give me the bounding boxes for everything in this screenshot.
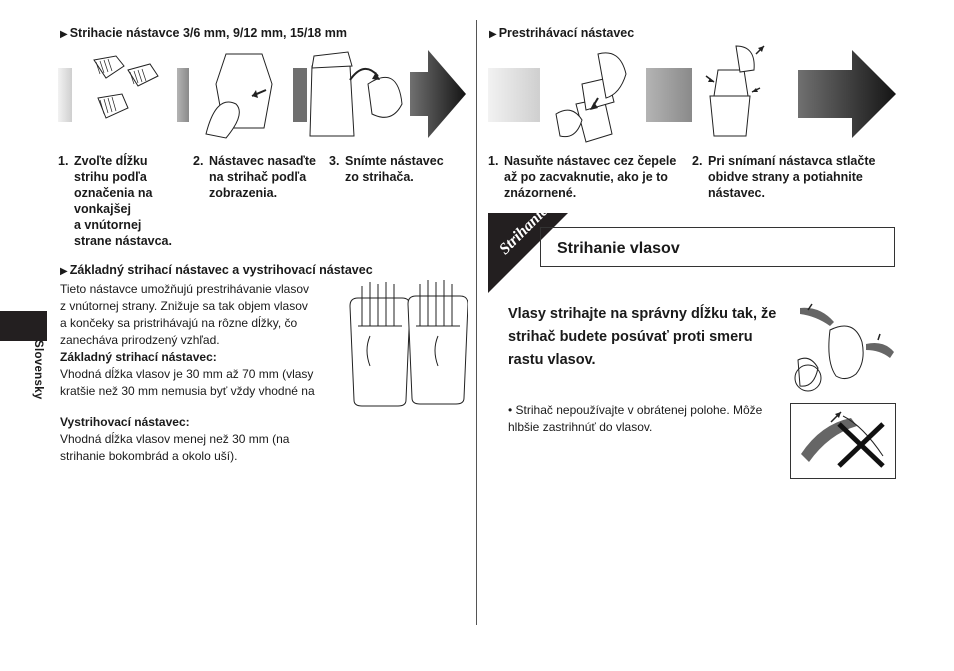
step-gradient-bar [177, 68, 189, 122]
attachments-description: Tieto nástavce umožňujú prestrihávanie vlasov z vnútornej strany. Znižuje sa tak objem vlasov a končeky sa pristrihávajú na rôzne dĺžky, čo zanecháva prirodzený vzhľad. Základný strihací nástavec: Vhodná dĺžka vlasov je 30 mm až 70 mm (vlasy kratšie než 30 mm nemusia byť vždy vhodné na [60, 281, 340, 400]
play-triangle-icon: ▶ [489, 29, 497, 40]
wrong-direction-illustration [790, 403, 896, 479]
basic-thinning-heading: ▶ Základný strihací nástavec a vystrihovací nástavec [60, 263, 373, 277]
step-gradient-bar [488, 68, 540, 122]
comb-attachments-illustration [84, 52, 174, 134]
step-gradient-bar [58, 68, 72, 122]
warning-note: • Strihač nepoužívajte v obrátenej polohe. Môže hlbšie zastrihnúť do vlasov. [508, 403, 763, 434]
prohibited-cross-icon [791, 404, 895, 478]
attachments-heading: ▶ Strihacie nástavce 3/6 mm, 9/12 mm, 15/18 mm [60, 26, 347, 40]
press-and-pull-illustration [696, 40, 776, 140]
basic-and-thinning-attachments-illustration [346, 276, 468, 408]
step-gradient-bar [293, 68, 307, 122]
step-3: 3. Snímte nástavec zo strihača. [329, 154, 444, 184]
trimming-attachment-heading: ▶ Prestrihávací nástavec [489, 26, 635, 40]
section-title: Strihanie vlasov [557, 240, 680, 257]
step-1: 1. Zvoľte dĺžku strihu podľa označenia na vonkajšej a vnútornej strane nástavca. [58, 154, 172, 248]
play-triangle-icon: ▶ [60, 266, 68, 277]
section-badge-label: Strihanie [496, 202, 552, 259]
step-2: 2. Nástavec nasaďte na strihač podľa zobrazenia. [193, 154, 316, 200]
right-arrow-icon [408, 50, 468, 140]
language-label: Slovensky [32, 340, 44, 400]
slide-attachment-illustration [554, 44, 634, 144]
play-triangle-icon: ▶ [60, 29, 68, 40]
trim-step-1: 1. Nasuňte nástavec cez čepele až po zacvaknutie, ako je to znázornené. [488, 154, 677, 200]
step-gradient-bar [646, 68, 692, 122]
right-arrow-icon [796, 50, 896, 140]
thinning-attachment-description: Vystrihovací nástavec: Vhodná dĺžka vlasov menej než 30 mm (na strihanie bokombrád a okolo uší). [60, 414, 340, 465]
basic-attachment-label: Základný strihací nástavec: [60, 350, 217, 364]
head-trimming-illustration [790, 300, 896, 398]
trim-step-2: 2. Pri snímaní nástavca stlačte obidve strany a potiahnite nástavec. [692, 154, 876, 200]
thinning-attachment-label: Vystrihovací nástavec: [60, 415, 190, 429]
remove-attachment-illustration [306, 44, 406, 140]
column-divider [476, 20, 477, 625]
language-tab [0, 311, 47, 341]
cutting-instruction: Vlasy strihajte na správny dĺžku tak, že strihač budete posúvať proti smeru rastu vlasov. [508, 306, 777, 368]
attach-attachment-illustration [196, 44, 294, 140]
